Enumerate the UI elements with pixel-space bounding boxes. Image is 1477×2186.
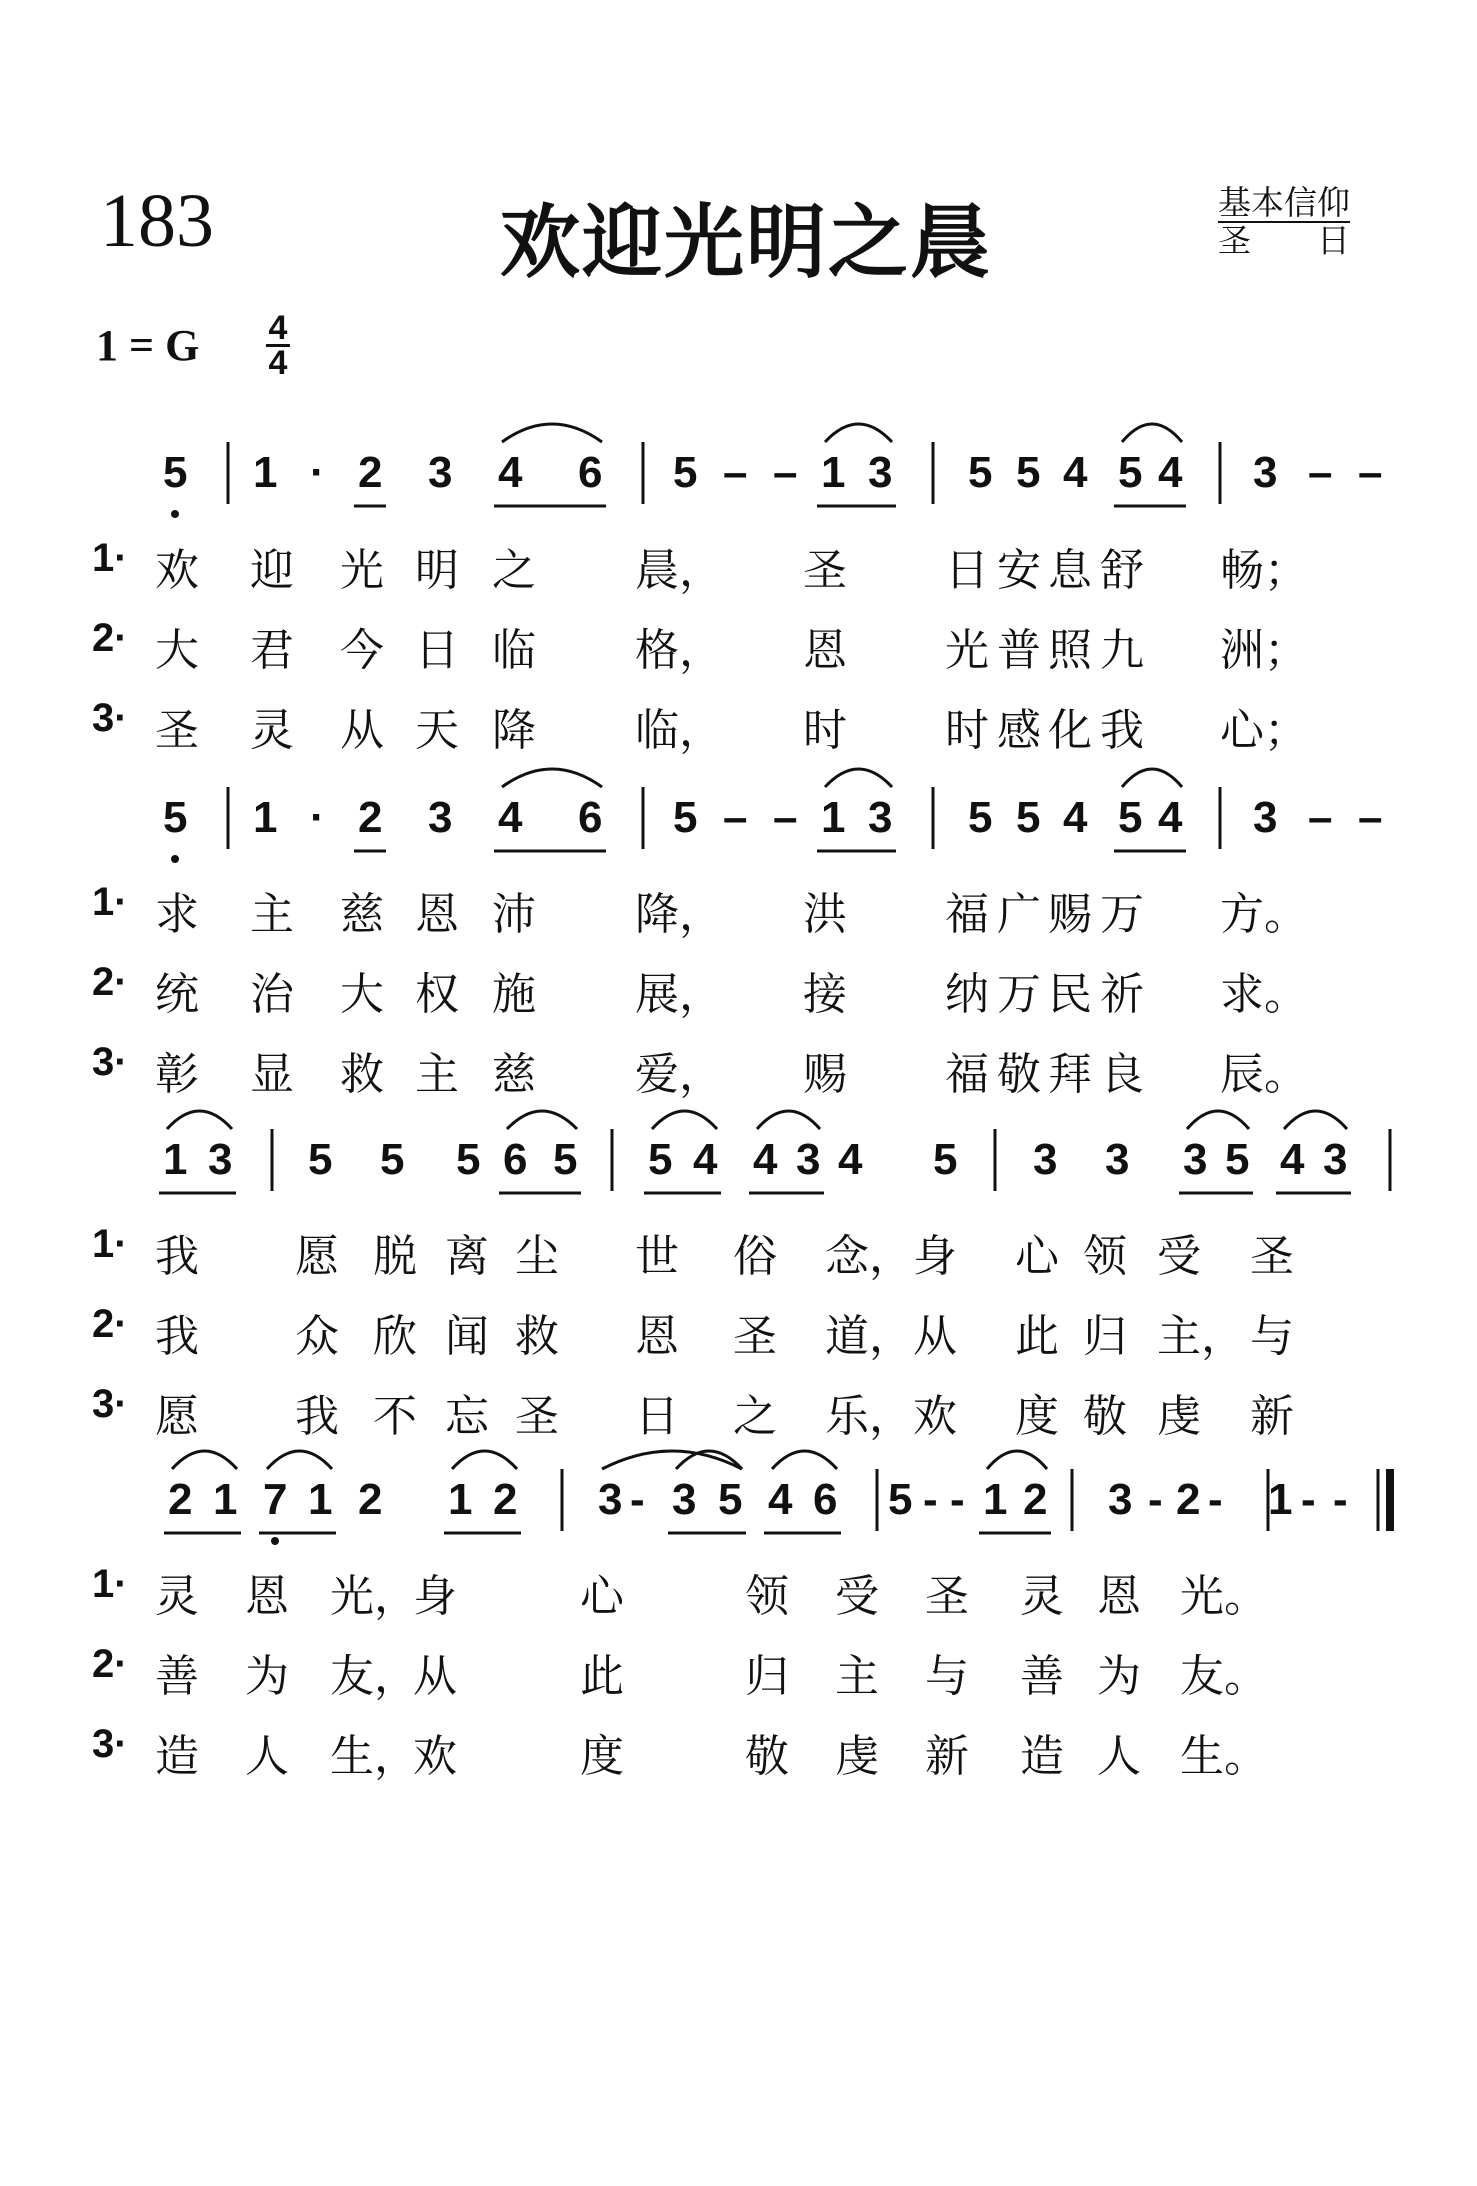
lyric-syllable: 治 — [250, 969, 294, 1020]
lyric-syllable: 临 — [492, 625, 536, 676]
lyric-syllable: 敬 — [1083, 1391, 1127, 1442]
lyric-syllable: 光。 — [1180, 1571, 1268, 1622]
note: – — [1308, 793, 1333, 842]
lyric-syllable: 君 — [250, 625, 294, 676]
lyric-syllable: 受 — [1157, 1231, 1201, 1282]
slur — [772, 1451, 837, 1469]
lyric-syllable: 友。 — [1180, 1651, 1268, 1702]
lyric-syllable: 普 — [997, 625, 1041, 676]
lyric-syllable: 恩 — [635, 1311, 679, 1362]
note: 1 — [1268, 1475, 1293, 1524]
lyric-syllable: 日 — [635, 1391, 679, 1442]
lyric-syllable: 为 — [1097, 1651, 1141, 1702]
lyric-syllable: 与 — [925, 1651, 969, 1702]
lyric-syllable: 格， — [635, 625, 723, 676]
note: 1 — [213, 1475, 238, 1524]
lyric-syllable: 生。 — [1180, 1731, 1268, 1782]
note: · — [310, 448, 325, 497]
note: 2 — [1176, 1475, 1201, 1524]
lyric-syllable: 从 — [413, 1651, 457, 1702]
lyric-syllable: 万 — [1100, 889, 1144, 940]
lyric-syllable: 离 — [445, 1231, 489, 1282]
note: – — [723, 793, 748, 842]
note: 6 — [578, 448, 603, 497]
note: – — [1358, 793, 1383, 842]
note: 2 — [358, 1475, 383, 1524]
note: – — [773, 448, 798, 497]
lyric-syllable: 大 — [340, 969, 384, 1020]
lyric-syllable: 虔 — [835, 1731, 879, 1782]
lyric-syllable: 今 — [340, 625, 384, 676]
lyric-syllable: 施 — [492, 969, 536, 1020]
lyric-syllable: 天 — [415, 705, 459, 756]
lyric-syllable: 赐 — [803, 1049, 847, 1100]
lyric-syllable: 虔 — [1157, 1391, 1201, 1442]
note: 5 — [163, 793, 188, 842]
slur — [1122, 424, 1182, 442]
note: · — [310, 793, 325, 842]
category-line-2: 圣 日 — [1218, 221, 1350, 260]
note: 5 — [648, 1135, 673, 1184]
note: 4 — [838, 1135, 863, 1184]
lyric-syllable: 主， — [1157, 1311, 1245, 1362]
lyric-syllable: 我 — [295, 1391, 339, 1442]
lyric-syllable: 闻 — [445, 1311, 489, 1362]
lyric-syllable: 畅； — [1220, 545, 1308, 596]
lyric-syllable: 降 — [492, 705, 536, 756]
note: 5 — [308, 1135, 333, 1184]
lyric-syllable: 忘 — [445, 1391, 489, 1442]
note: 4 — [1280, 1135, 1305, 1184]
hymn-title: 欢迎光明之晨 — [500, 196, 992, 289]
lyric-syllable: 不 — [373, 1391, 417, 1442]
lyric-syllable: 民 — [1048, 969, 1092, 1020]
note: 4 — [1158, 448, 1183, 497]
verse-number: 1· — [92, 1562, 128, 1606]
lyric-syllable: 光 — [945, 625, 989, 676]
note: 5 — [1016, 793, 1041, 842]
slur — [757, 1111, 820, 1129]
lyric-syllable: 万 — [997, 969, 1041, 1020]
lyric-syllable: 圣 — [803, 545, 847, 596]
lyric-syllable: 统 — [155, 969, 199, 1020]
slur — [172, 1451, 237, 1469]
note: 1 — [308, 1475, 333, 1524]
lyric-syllable: 我 — [1100, 705, 1144, 756]
lyric-syllable: 尘 — [515, 1231, 559, 1282]
lyric-syllable: 脱 — [373, 1231, 417, 1282]
lyric-syllable: 新 — [1250, 1391, 1294, 1442]
slur — [267, 1451, 332, 1469]
note: 3 — [672, 1475, 697, 1524]
note: 4 — [753, 1135, 778, 1184]
note: 3 — [796, 1135, 821, 1184]
note: 4 — [498, 448, 523, 497]
category-line-1: 基本信仰 — [1218, 183, 1350, 222]
verse-number: 3· — [92, 1382, 128, 1426]
note: 5 — [380, 1135, 405, 1184]
lyric-syllable: 彰 — [155, 1049, 199, 1100]
lyric-syllable: 身 — [413, 1571, 457, 1622]
lyric-syllable: 光 — [340, 545, 384, 596]
note: 5 — [673, 793, 698, 842]
note: 3 — [1253, 448, 1278, 497]
hymn-number: 183 — [100, 179, 214, 263]
note: 4 — [498, 793, 523, 842]
lyric-syllable: 求 — [155, 889, 199, 940]
note: 2 — [358, 793, 383, 842]
lyric-syllable: 归 — [745, 1651, 789, 1702]
lyric-syllable: 敬 — [745, 1731, 789, 1782]
note: – — [723, 448, 748, 497]
note: 3 — [868, 793, 893, 842]
note: 2 — [358, 448, 383, 497]
slur — [1284, 1111, 1347, 1129]
lyric-syllable: 此 — [1015, 1311, 1059, 1362]
note: - — [950, 1475, 965, 1524]
verse-number: 1· — [92, 536, 128, 580]
slur — [652, 1111, 717, 1129]
low-octave-dot — [271, 1537, 279, 1545]
note: 3 — [428, 793, 453, 842]
lyric-syllable: 灵 — [155, 1571, 199, 1622]
lyric-syllable: 心； — [1220, 705, 1308, 756]
lyric-syllable: 主 — [415, 1049, 459, 1100]
verse-number: 3· — [92, 1040, 128, 1084]
lyric-syllable: 为 — [245, 1651, 289, 1702]
lyric-syllable: 圣 — [733, 1311, 777, 1362]
note: 4 — [768, 1475, 793, 1524]
note: 5 — [1016, 448, 1041, 497]
lyric-syllable: 良 — [1100, 1049, 1144, 1100]
note: 4 — [1063, 448, 1088, 497]
note: – — [1358, 448, 1383, 497]
note: 5 — [933, 1135, 958, 1184]
lyric-syllable: 祈 — [1100, 969, 1144, 1020]
lyric-syllable: 之 — [733, 1391, 777, 1442]
lyric-syllable: 我 — [155, 1231, 199, 1282]
lyric-syllable: 迎 — [250, 545, 294, 596]
note: 2 — [493, 1475, 518, 1524]
note: 3 — [868, 448, 893, 497]
meter-bottom: 4 — [268, 344, 288, 382]
verse-number: 2· — [92, 1642, 128, 1686]
lyric-syllable: 俗 — [733, 1231, 777, 1282]
lyric-syllable: 道， — [825, 1311, 913, 1362]
lyric-syllable: 人 — [1097, 1731, 1141, 1782]
note: 5 — [968, 448, 993, 497]
lyric-syllable: 善 — [1020, 1651, 1064, 1702]
lyric-syllable: 恩 — [803, 625, 847, 676]
lyric-syllable: 心 — [580, 1571, 624, 1622]
lyric-syllable: 念， — [825, 1231, 913, 1282]
note: 5 — [1118, 448, 1143, 497]
lyric-syllable: 领 — [745, 1571, 789, 1622]
note: 1 — [448, 1475, 473, 1524]
note: 5 — [553, 1135, 578, 1184]
low-octave-dot — [171, 510, 179, 518]
lyric-syllable: 时 — [803, 705, 847, 756]
note: 2 — [1023, 1475, 1048, 1524]
note: 3 — [1108, 1475, 1133, 1524]
lyric-syllable: 恩 — [415, 889, 459, 940]
slur — [452, 1451, 517, 1469]
lyric-syllable: 愿 — [295, 1231, 339, 1282]
note: 5 — [1118, 793, 1143, 842]
lyric-syllable: 与 — [1250, 1311, 1294, 1362]
low-octave-dot — [171, 855, 179, 863]
note: 1 — [821, 793, 846, 842]
lyric-syllable: 救 — [515, 1311, 559, 1362]
note: 1 — [163, 1135, 188, 1184]
note: 4 — [1158, 793, 1183, 842]
note: - — [1301, 1475, 1316, 1524]
lyric-syllable: 洪 — [803, 889, 847, 940]
lyric-syllable: 主 — [250, 889, 294, 940]
note: - — [1208, 1475, 1223, 1524]
lyric-syllable: 恩 — [245, 1571, 289, 1622]
note: 5 — [1225, 1135, 1250, 1184]
note: - — [1148, 1475, 1163, 1524]
lyric-syllable: 欢 — [155, 545, 199, 596]
lyric-syllable: 造 — [1020, 1731, 1064, 1782]
lyric-syllable: 化 — [1048, 705, 1092, 756]
lyric-syllable: 求。 — [1220, 969, 1308, 1020]
note: 5 — [163, 448, 188, 497]
lyric-syllable: 领 — [1083, 1231, 1127, 1282]
lyric-syllable: 感 — [997, 705, 1041, 756]
verse-number: 3· — [92, 1722, 128, 1766]
lyric-syllable: 福 — [945, 1049, 989, 1100]
lyric-syllable: 善 — [155, 1651, 199, 1702]
lyric-syllable: 此 — [580, 1651, 624, 1702]
note: 4 — [1063, 793, 1088, 842]
lyric-syllable: 日 — [945, 545, 989, 596]
slur — [502, 769, 602, 787]
slur — [507, 1111, 577, 1129]
lyric-syllable: 慈 — [492, 1049, 536, 1100]
lyric-syllable: 恩 — [1097, 1571, 1141, 1622]
lyric-syllable: 身 — [913, 1231, 957, 1282]
lyric-syllable: 纳 — [945, 969, 989, 1020]
note: 5 — [888, 1475, 913, 1524]
lyric-syllable: 洲； — [1220, 625, 1308, 676]
lyric-syllable: 乐， — [825, 1391, 913, 1442]
lyric-syllable: 新 — [925, 1731, 969, 1782]
verse-number: 2· — [92, 1302, 128, 1346]
verse-number: 2· — [92, 960, 128, 1004]
note: 5 — [673, 448, 698, 497]
lyric-syllable: 从 — [340, 705, 384, 756]
note: 1 — [821, 448, 846, 497]
lyric-syllable: 广 — [997, 889, 1041, 940]
lyric-syllable: 我 — [155, 1311, 199, 1362]
lyric-syllable: 愿 — [155, 1391, 199, 1442]
lyric-syllable: 大 — [155, 625, 199, 676]
lyric-syllable: 慈 — [340, 889, 384, 940]
verse-number: 1· — [92, 1222, 128, 1266]
slur — [502, 424, 602, 442]
verse-number: 2· — [92, 616, 128, 660]
lyric-syllable: 救 — [340, 1049, 384, 1100]
lyric-syllable: 九 — [1100, 625, 1144, 676]
note: 6 — [813, 1475, 838, 1524]
lyric-syllable: 主 — [835, 1651, 879, 1702]
lyric-syllable: 心 — [1015, 1231, 1059, 1282]
note: 3 — [1183, 1135, 1208, 1184]
lyric-syllable: 方。 — [1220, 889, 1308, 940]
slur — [825, 424, 892, 442]
lyric-syllable: 造 — [155, 1731, 199, 1782]
note: 5 — [456, 1135, 481, 1184]
lyric-syllable: 晨， — [635, 545, 723, 596]
note: – — [1308, 448, 1333, 497]
lyric-syllable: 照 — [1048, 625, 1092, 676]
verse-number: 1· — [92, 880, 128, 924]
note: 1 — [253, 448, 278, 497]
lyric-syllable: 众 — [295, 1311, 339, 1362]
lyric-syllable: 降， — [635, 889, 723, 940]
lyric-syllable: 光， — [330, 1571, 418, 1622]
lyric-syllable: 圣 — [925, 1571, 969, 1622]
note: 4 — [693, 1135, 718, 1184]
lyric-syllable: 圣 — [155, 705, 199, 756]
lyric-syllable: 安 — [997, 545, 1041, 596]
lyric-syllable: 灵 — [250, 705, 294, 756]
note: 6 — [578, 793, 603, 842]
lyric-syllable: 临， — [635, 705, 723, 756]
note: 3 — [598, 1475, 623, 1524]
lyric-syllable: 舒 — [1100, 545, 1144, 596]
note: 6 — [503, 1135, 528, 1184]
lyric-syllable: 接 — [803, 969, 847, 1020]
verse-number: 3· — [92, 696, 128, 740]
lyric-syllable: 展， — [635, 969, 723, 1020]
slur — [1122, 769, 1182, 787]
lyric-syllable: 拜 — [1048, 1049, 1092, 1100]
lyric-syllable: 人 — [245, 1731, 289, 1782]
lyric-syllable: 圣 — [1250, 1231, 1294, 1282]
lyric-syllable: 生， — [330, 1731, 418, 1782]
lyric-syllable: 沛 — [492, 889, 536, 940]
lyric-syllable: 息 — [1048, 545, 1092, 596]
meter-top: 4 — [268, 309, 288, 347]
lyric-syllable: 欣 — [373, 1311, 417, 1362]
note: 3 — [1253, 793, 1278, 842]
lyric-syllable: 世 — [635, 1231, 679, 1282]
note: 1 — [983, 1475, 1008, 1524]
note: 3 — [1323, 1135, 1348, 1184]
slur — [1187, 1111, 1249, 1129]
lyric-syllable: 欢 — [913, 1391, 957, 1442]
note: 3 — [1033, 1135, 1058, 1184]
lyric-syllable: 显 — [250, 1049, 294, 1100]
lyric-syllable: 从 — [913, 1311, 957, 1362]
note: 5 — [968, 793, 993, 842]
lyric-syllable: 权 — [415, 969, 459, 1020]
slur — [167, 1111, 232, 1129]
note: 2 — [168, 1475, 193, 1524]
lyric-syllable: 欢 — [413, 1731, 457, 1782]
lyric-syllable: 归 — [1083, 1311, 1127, 1362]
slur — [825, 769, 892, 787]
lyric-syllable: 时 — [945, 705, 989, 756]
lyric-syllable: 福 — [945, 889, 989, 940]
lyric-syllable: 之 — [492, 545, 536, 596]
note: - — [1333, 1475, 1348, 1524]
slur — [987, 1451, 1047, 1469]
lyric-syllable: 度 — [1015, 1391, 1059, 1442]
note: – — [773, 793, 798, 842]
note: 3 — [428, 448, 453, 497]
lyric-syllable: 友， — [330, 1651, 418, 1702]
lyric-syllable: 爱， — [635, 1049, 723, 1100]
lyric-syllable: 圣 — [515, 1391, 559, 1442]
lyric-syllable: 明 — [415, 545, 459, 596]
key-signature: 1 = G — [96, 321, 200, 370]
slur — [676, 1451, 742, 1469]
lyric-syllable: 受 — [835, 1571, 879, 1622]
note: 1 — [253, 793, 278, 842]
note: 5 — [718, 1475, 743, 1524]
note: 3 — [1105, 1135, 1130, 1184]
lyric-syllable: 度 — [580, 1731, 624, 1782]
lyric-syllable: 辰。 — [1220, 1049, 1308, 1100]
note: - — [923, 1475, 938, 1524]
lyric-syllable: 灵 — [1020, 1571, 1064, 1622]
lyric-syllable: 赐 — [1048, 889, 1092, 940]
note: 7 — [263, 1475, 288, 1524]
note: - — [630, 1475, 645, 1524]
lyric-syllable: 敬 — [997, 1049, 1041, 1100]
lyric-syllable: 日 — [415, 625, 459, 676]
note: 3 — [208, 1135, 233, 1184]
